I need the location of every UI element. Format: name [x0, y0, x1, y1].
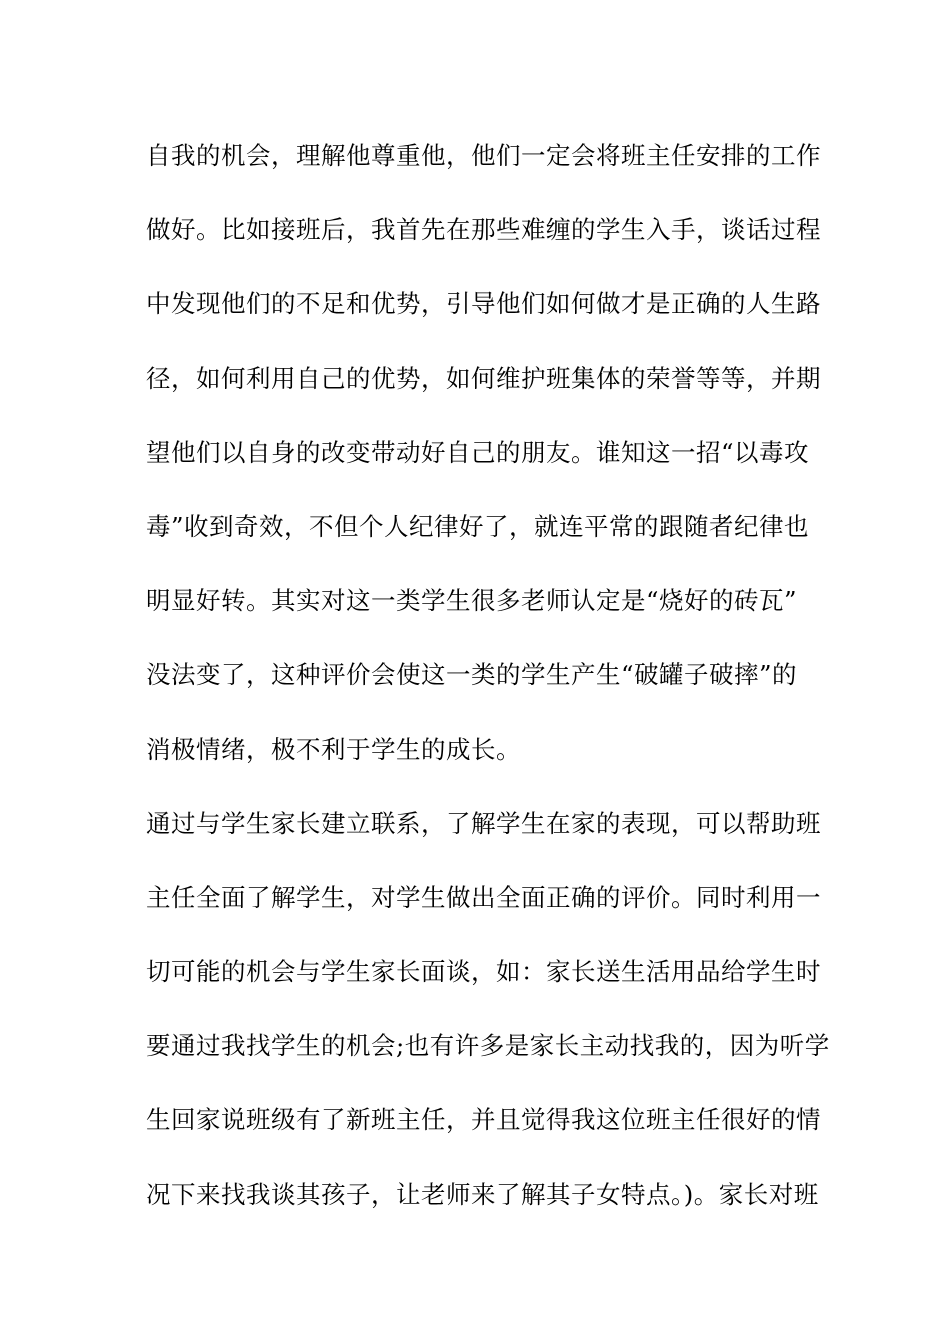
text-line: 自我的机会，理解他尊重他，他们一定会将班主任安排的工作: [146, 141, 821, 170]
text-line: 望他们以自身的改变带动好自己的朋友。谁知这一招“以毒攻: [146, 437, 810, 467]
text-line: 毒”收到奇效，不但个人纪律好了，就连平常的跟随者纪律也: [146, 511, 810, 541]
text-line: 况下来找我谈其孩子，让老师来了解其子女特点。)。家长对班: [146, 1179, 819, 1209]
text-line: 要通过我找学生的机会;也有许多是家长主动找我的，因为听学: [146, 1031, 830, 1061]
text-line: 生回家说班级有了新班主任，并且觉得我这位班主任很好的情: [146, 1105, 821, 1135]
text-line: 主任全面了解学生，对学生做出全面正确的评价。同时利用一: [146, 882, 821, 912]
text-line: 明显好转。其实对这一类学生很多老师认定是“烧好的砖瓦”: [146, 586, 798, 616]
text-line: 通过与学生家长建立联系，了解学生在家的表现，可以帮助班: [146, 808, 821, 838]
body-text: [146, 128, 830, 1241]
text-line: 没法变了，这种评价会使这一类的学生产生“破罐子破摔”的: [146, 660, 798, 690]
text-line: 做好。比如接班后，我首先在那些难缠的学生入手，谈话过程: [146, 215, 821, 245]
text-line: 切可能的机会与学生家长面谈，如：家长送生活用品给学生时: [146, 957, 821, 987]
text-line: 消极情绪，极不利于学生的成长。: [146, 734, 521, 764]
text-line: 中发现他们的不足和优势，引导他们如何做才是正确的人生路: [146, 289, 821, 319]
text-line: 径，如何利用自己的优势，如何维护班集体的荣誉等等，并期: [146, 363, 821, 393]
